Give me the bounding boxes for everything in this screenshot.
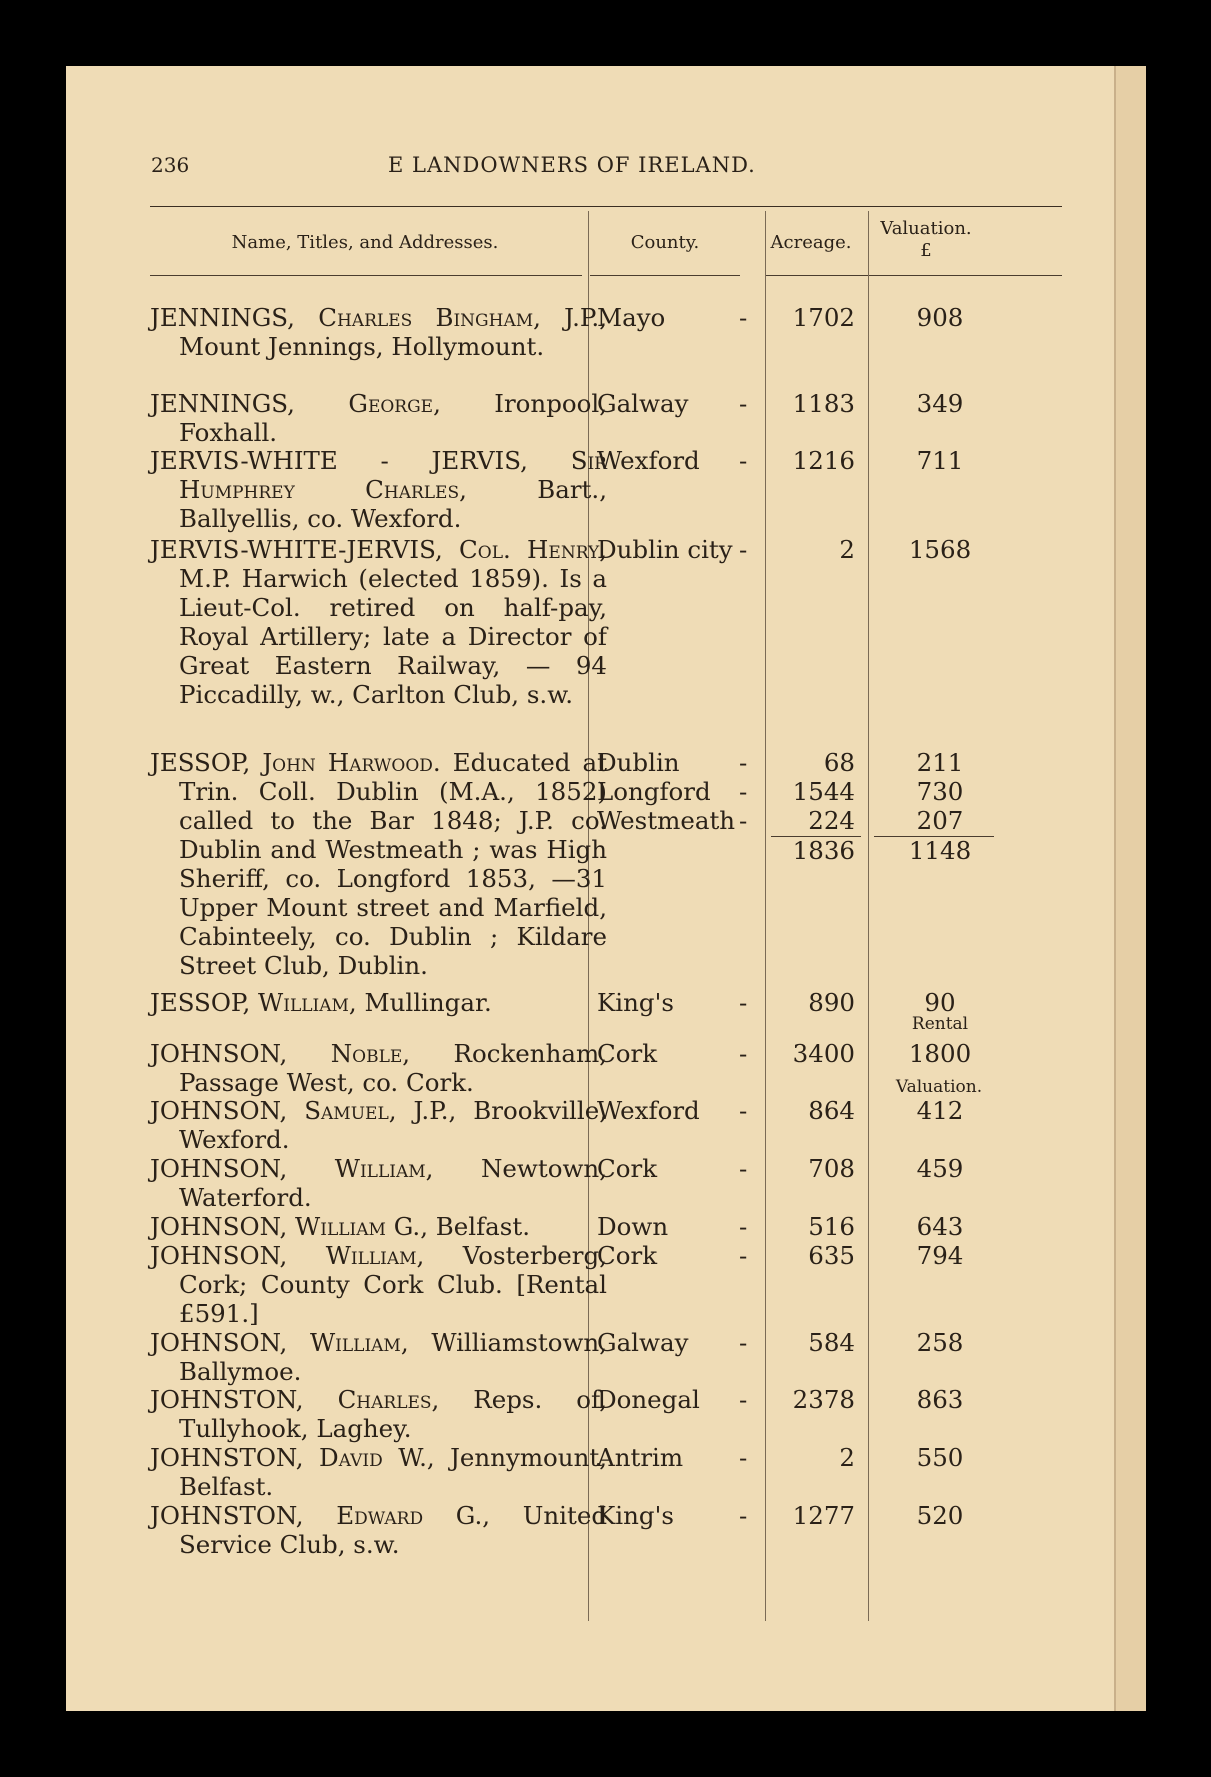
entry-acreage: 1277	[792, 1501, 855, 1530]
entry-valuation: 90	[924, 988, 956, 1017]
total-valuation: 1148	[908, 836, 972, 865]
table-row	[150, 1501, 1060, 1559]
total-row	[150, 836, 1060, 865]
entry-acreage: 2	[839, 535, 855, 564]
table-row	[150, 1212, 1060, 1241]
entry-county: Wexford -	[597, 446, 748, 475]
entry-acreage: 635	[808, 1241, 855, 1270]
entry-acreage: 3400	[792, 1039, 855, 1068]
entry-county: Galway -	[597, 389, 748, 418]
entry-county: King's -	[597, 1501, 748, 1530]
entry-valuation: 1568	[908, 535, 972, 564]
entry-county: Galway -	[597, 1328, 748, 1357]
entry-acreage: 1702	[792, 303, 855, 332]
entry-acreage: 516	[808, 1212, 855, 1241]
running-head: E LANDOWNERS OF IRELAND.	[388, 153, 756, 177]
entry-name: JOHNSON, William, Williamstown, Ballymoe.	[150, 1328, 607, 1386]
entry-name: JERVIS-WHITE - JERVIS, Sir Humphrey Charles, Bart., Ballyellis, co. Wexford.	[150, 446, 607, 533]
table-row	[150, 446, 1060, 533]
entry-county: Donegal -	[597, 1385, 748, 1414]
table-row	[150, 1385, 1060, 1443]
entry-name: JESSOP, William, Mullingar.	[150, 988, 492, 1017]
entry-valuation: 643	[916, 1212, 964, 1241]
table-row	[150, 777, 1060, 806]
entry-name: JOHNSON, William, Vosterberg, Cork; County Cork Club. [Rental £591.]	[150, 1241, 607, 1328]
header-bottom-rule	[590, 275, 740, 276]
entry-valuation: 520	[916, 1501, 964, 1530]
entry-county: Dublin -	[597, 748, 748, 777]
table-row	[150, 303, 1060, 361]
entry-name: JOHNSTON, David W., Jennymount, Belfast.	[150, 1443, 607, 1501]
entry-valuation: 794	[916, 1241, 964, 1270]
entry-county: Longford -	[597, 777, 748, 806]
adjacent-page-edge	[1114, 66, 1146, 1711]
entry-name: JESSOP, John Harwood. Educated at Trin. Coll. Dublin (M.A., 1852) called to the Bar 1848; J.P. co. Dublin and Westmeath ; was High Sheriff, co. Longford 1853, —31 Upper Mount street and Marfield, Cabinteely, co. Dublin ; Kildare Street Club, Dublin.	[150, 748, 607, 980]
rental-label: Rental	[911, 1014, 969, 1034]
entry-valuation: 863	[916, 1385, 964, 1414]
entry-acreage: 708	[808, 1154, 855, 1183]
entry-valuation: 1800	[908, 1039, 972, 1068]
entry-acreage: 584	[808, 1328, 855, 1357]
entry-county: Westmeath -	[597, 806, 748, 835]
book-page	[66, 66, 1146, 1711]
entry-valuation: 211	[916, 748, 964, 777]
entry-acreage: 890	[808, 988, 855, 1017]
column-header-acreage: Acreage.	[770, 232, 852, 253]
entry-name: JOHNSON, Noble, Rockenham, Passage West, co. Cork.	[150, 1039, 607, 1097]
entry-county: Cork -	[597, 1154, 748, 1183]
table-row	[150, 1328, 1060, 1386]
table-row	[150, 1241, 1060, 1328]
column-rule	[868, 211, 869, 1621]
entry-valuation: 711	[916, 446, 964, 475]
entry-county: King's -	[597, 988, 748, 1017]
header-top-rule	[150, 206, 1062, 207]
entry-valuation: 258	[916, 1328, 964, 1357]
table-row	[150, 988, 1060, 1017]
entry-acreage: 1216	[792, 446, 855, 475]
entry-county: Wexford -	[597, 1096, 748, 1125]
entry-acreage: 1183	[792, 389, 855, 418]
total-acreage: 1836	[792, 836, 855, 865]
column-header-county: County.	[630, 232, 700, 253]
column-header-currency: £	[920, 240, 932, 261]
entry-county: Cork -	[597, 1039, 748, 1068]
column-header-valuation: Valuation.	[880, 218, 972, 239]
entry-county: Cork -	[597, 1241, 748, 1270]
entry-name: JENNINGS, Charles Bingham, J.P., Mount Jennings, Hollymount.	[150, 303, 607, 361]
entry-name: JOHNSON, William G., Belfast.	[150, 1212, 530, 1241]
entry-county: Dublin city -	[597, 535, 748, 564]
entry-valuation: 207	[916, 806, 964, 835]
entry-name: JOHNSON, Samuel, J.P., Brookville, Wexford.	[150, 1096, 608, 1154]
entry-valuation: 550	[916, 1443, 964, 1472]
entry-acreage: 224	[808, 806, 855, 835]
table-row	[150, 1096, 1060, 1154]
entry-name: JOHNSTON, Edward G., United Service Club, s.w.	[150, 1501, 608, 1559]
header-bottom-rule	[766, 275, 1062, 276]
header-bottom-rule	[150, 275, 582, 276]
entry-acreage: 1544	[792, 777, 855, 806]
table-row	[150, 806, 1060, 835]
entry-acreage: 2	[839, 1443, 855, 1472]
table-row	[150, 389, 1060, 447]
entry-acreage: 68	[823, 748, 855, 777]
entry-name: JOHNSON, William, Newtown, Waterford.	[150, 1154, 607, 1212]
entry-name: JOHNSTON, Charles, Reps. of, Tullyhook, Laghey.	[150, 1385, 607, 1443]
table-row	[150, 1154, 1060, 1212]
page-number: 236	[151, 153, 190, 177]
entry-valuation: 908	[916, 303, 964, 332]
entry-acreage: 864	[808, 1096, 855, 1125]
entry-name: JERVIS-WHITE-JERVIS, Col. Henry, M.P. Harwich (elected 1859). Is a Lieut-Col. retired on half-pay, Royal Artillery; late a Director of Great Eastern Railway, — 94 Piccadilly, w., Carlton Club, s.w.	[150, 535, 607, 709]
entry-name: JENNINGS, George, Ironpool, Foxhall.	[150, 389, 607, 447]
entry-valuation: 730	[916, 777, 964, 806]
valuation-label: Valuation.	[895, 1077, 983, 1097]
table-row	[150, 535, 1060, 709]
table-row	[150, 1443, 1060, 1501]
entry-county: Down -	[597, 1212, 748, 1241]
entry-county: Mayo -	[597, 303, 748, 332]
entry-acreage: 2378	[792, 1385, 855, 1414]
entry-county: Antrim -	[597, 1443, 748, 1472]
entry-valuation: 349	[916, 389, 964, 418]
column-header-name: Name, Titles, and Addresses.	[231, 232, 499, 253]
entry-valuation: 459	[916, 1154, 964, 1183]
entry-valuation: 412	[916, 1096, 964, 1125]
